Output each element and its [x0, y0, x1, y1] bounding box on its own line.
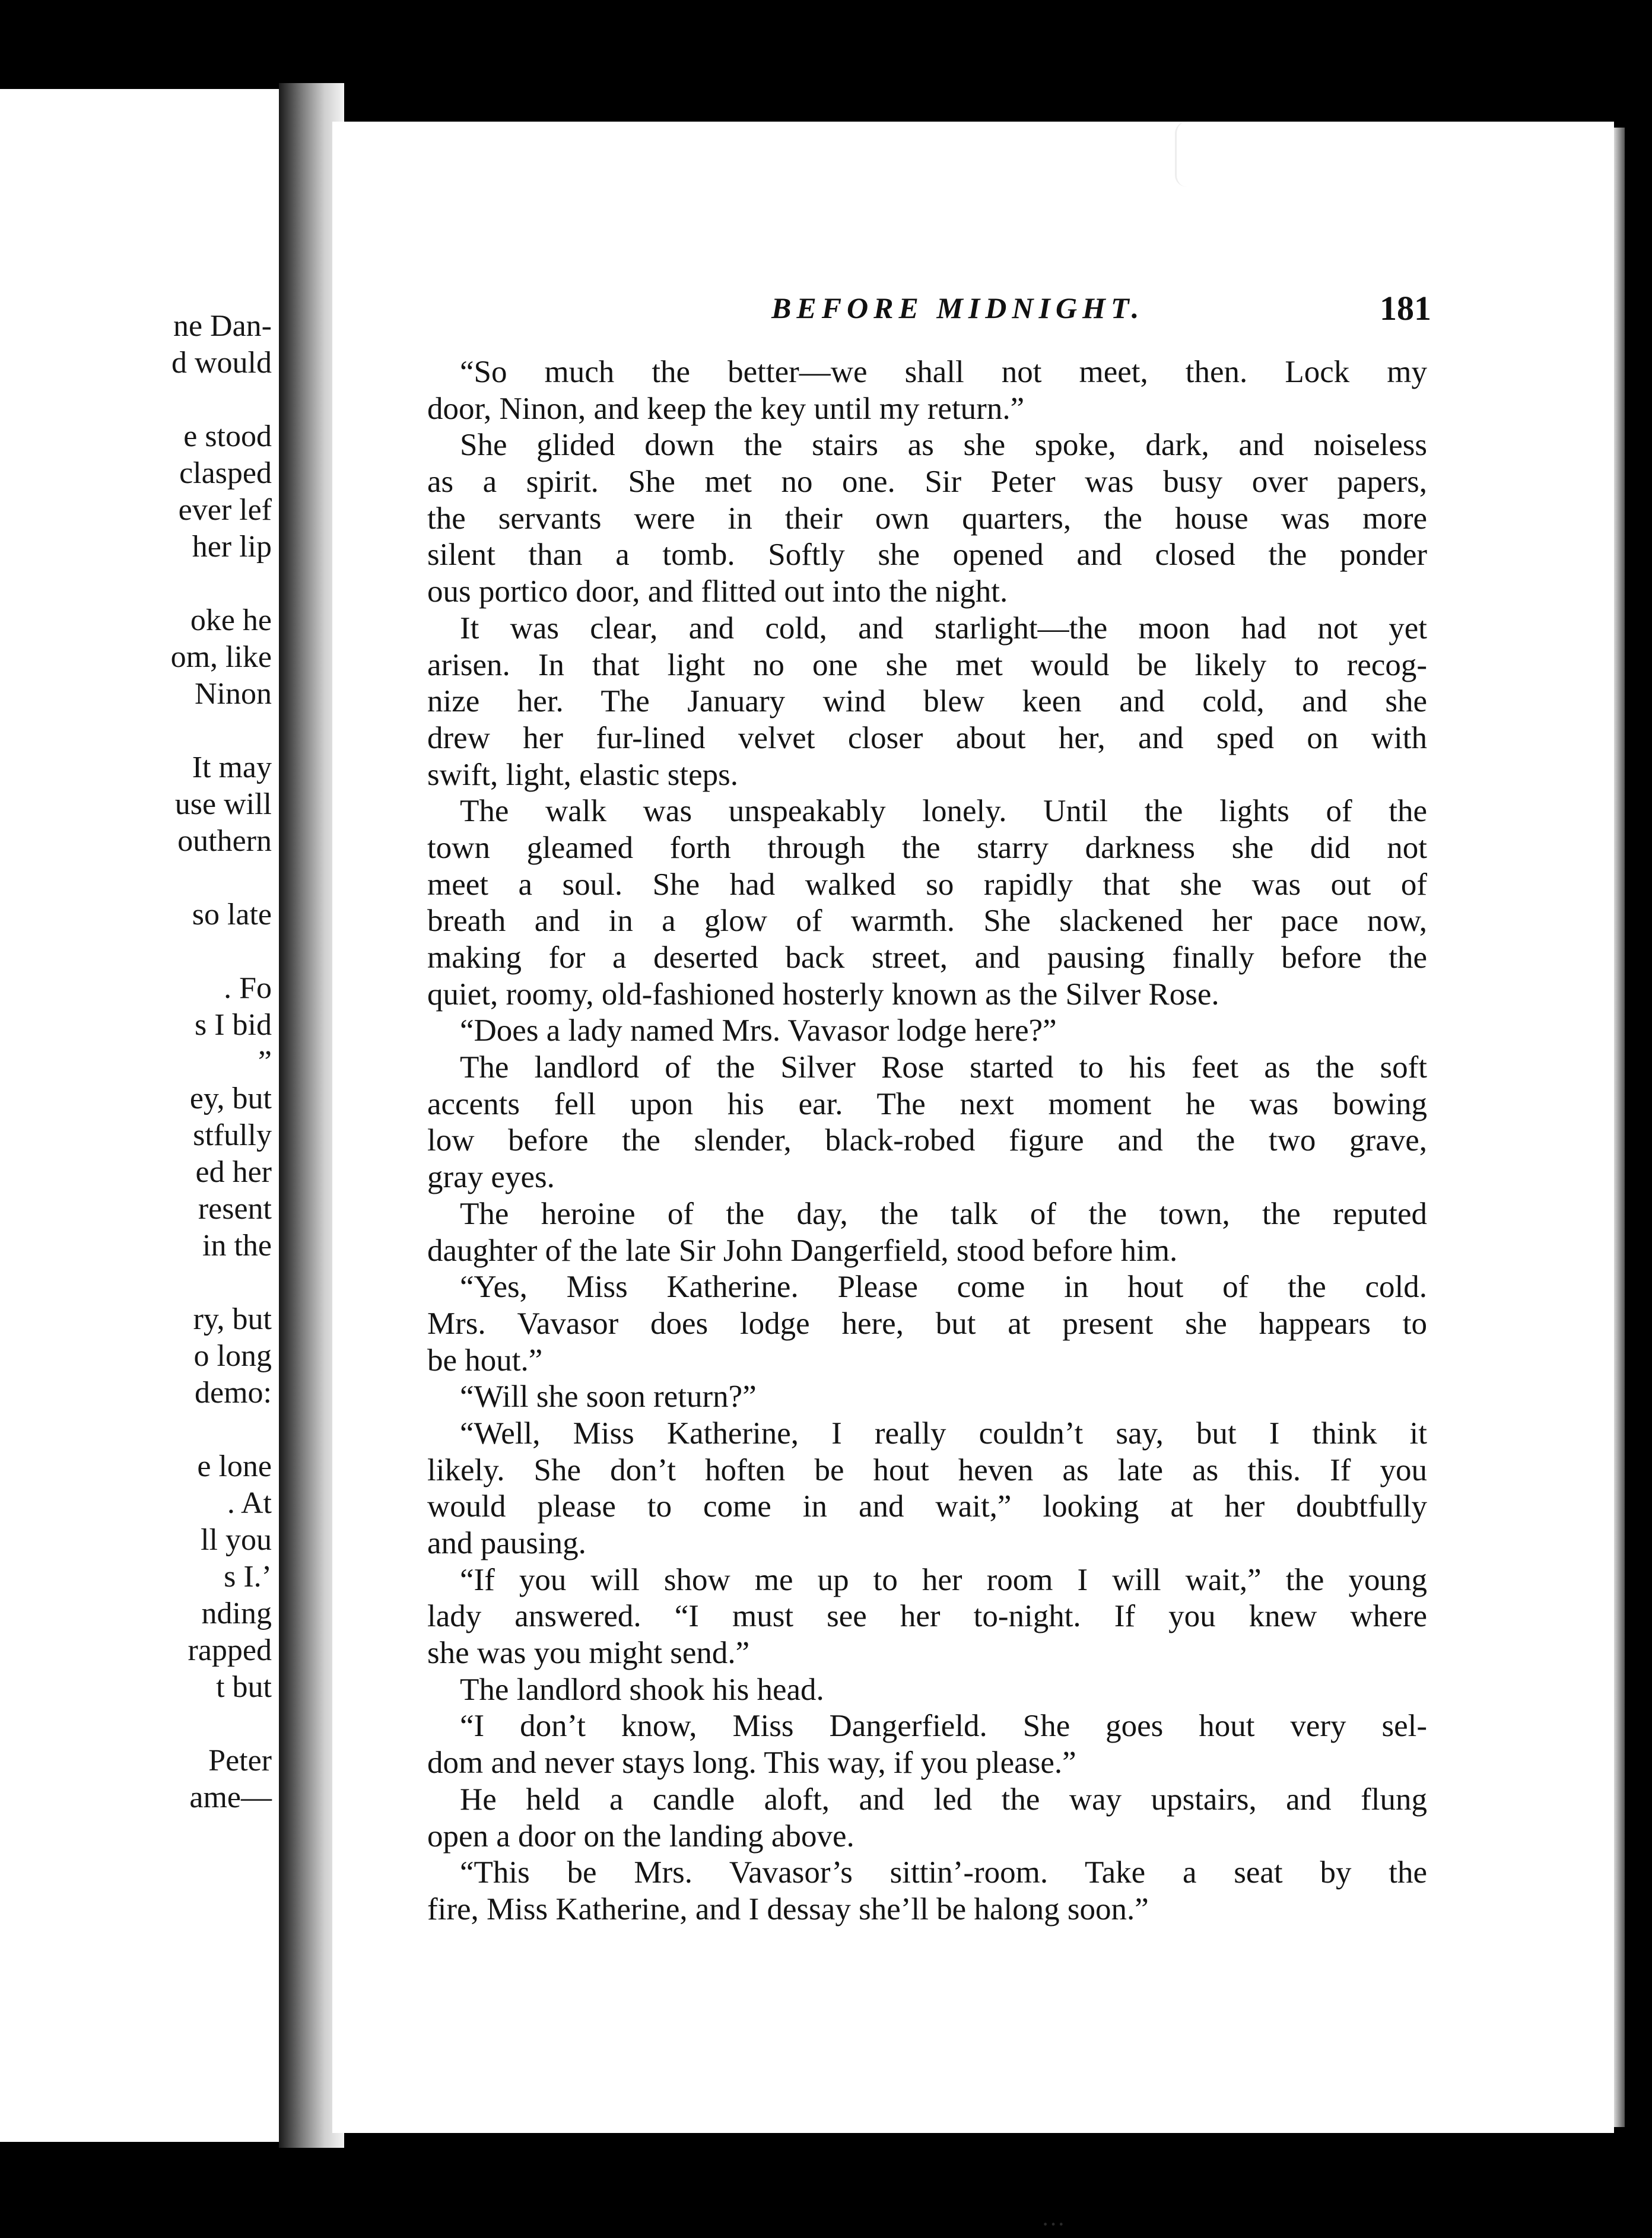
left-page-fragment: outhern: [177, 824, 272, 858]
text-line: Mrs. Vavasor does lodge here, but at present she happears to: [427, 1306, 1427, 1341]
text-line: low before the slender, black-robed figure and the two grave,: [427, 1123, 1427, 1158]
left-page-fragment: Ninon: [195, 677, 272, 711]
text-line: swift, light, elastic steps.: [427, 757, 739, 792]
left-page-fragment: d would: [171, 346, 272, 380]
left-page-fragment: her lip: [192, 530, 272, 564]
left-page-fragment: in the: [202, 1229, 272, 1263]
text-line: “Well, Miss Katherine, I really couldn’t say, but I think it: [460, 1416, 1427, 1451]
text-line: The landlord shook his head.: [460, 1672, 824, 1707]
running-head: [332, 291, 1614, 344]
page-number: 181: [1380, 289, 1431, 328]
left-page-fragment: . Fo: [224, 971, 272, 1005]
running-head-title: BEFORE MIDNIGHT.: [771, 291, 1145, 325]
left-page-fragment: nding: [201, 1597, 272, 1630]
left-page-fragment: s I bid: [195, 1008, 272, 1042]
text-line: dom and never stays long. This way, if you please.”: [427, 1746, 1076, 1781]
text-line: daughter of the late Sir John Dangerfield, stood before him.: [427, 1233, 1178, 1268]
left-page-fragment: ll you: [201, 1523, 272, 1557]
body-text: [427, 354, 1427, 2075]
left-page-fragment: s I.’: [224, 1560, 272, 1594]
text-line: “I don’t know, Miss Dangerfield. She goes hout very sel-: [460, 1709, 1427, 1744]
text-line: breath and in a glow of warmth. She slackened her pace now,: [427, 904, 1427, 939]
text-line: arisen. In that light no one she met would be likely to recog-: [427, 647, 1427, 682]
text-line: drew her fur-lined velvet closer about her, and sped on with: [427, 720, 1427, 755]
text-line: The heroine of the day, the talk of the town, the reputed: [460, 1196, 1427, 1231]
text-line: quiet, roomy, old-fashioned hosterly known as the Silver Rose.: [427, 977, 1219, 1012]
left-page-fragment: e lone: [197, 1449, 272, 1483]
text-line: open a door on the landing above.: [427, 1819, 854, 1854]
left-page-fragment: resent: [198, 1192, 272, 1226]
text-line: she was you might send.”: [427, 1636, 750, 1671]
left-page-fragment: demo:: [195, 1376, 272, 1410]
footer-ink-mark: ···: [1041, 2211, 1065, 2237]
text-line: The landlord of the Silver Rose started to his feet as the soft: [460, 1050, 1427, 1085]
left-page-fragment: Peter: [208, 1744, 272, 1778]
left-page-fragment: It may: [192, 751, 272, 784]
text-line: door, Ninon, and keep the key until my return.”: [427, 391, 1025, 426]
text-line: ous portico door, and flitted out into the night.: [427, 574, 1008, 609]
left-page-fragment: e stood: [183, 419, 272, 453]
text-line: She glided down the stairs as she spoke, dark, and noiseless: [460, 428, 1427, 463]
page-edge: [1614, 128, 1625, 2127]
left-page-fragment: clasped: [179, 456, 272, 490]
left-page-fragment: oke he: [190, 603, 272, 637]
left-page-fragment: ”: [258, 1045, 272, 1079]
text-line: gray eyes.: [427, 1160, 555, 1195]
left-page-fragment: o long: [193, 1339, 272, 1373]
left-page-fragment: rapped: [188, 1633, 272, 1667]
left-page-fragment: stfully: [193, 1118, 272, 1152]
left-page: [0, 89, 279, 2142]
left-page-fragment: ever lef: [178, 493, 272, 527]
text-line: It was clear, and cold, and starlight—the moon had not yet: [460, 611, 1427, 646]
text-line: “Yes, Miss Katherine. Please come in hout of the cold.: [460, 1270, 1427, 1305]
text-line: meet a soul. She had walked so rapidly that she was out of: [427, 867, 1427, 902]
right-page: [332, 122, 1614, 2237]
text-line: “So much the better—we shall not meet, then. Lock my: [460, 355, 1427, 389]
text-line: making for a deserted back street, and pausing finally before the: [427, 940, 1427, 975]
text-line: “This be Mrs. Vavasor’s sittin’-room. Take a seat by the: [460, 1855, 1427, 1890]
left-page-fragment: use will: [174, 787, 272, 821]
text-line: “Does a lady named Mrs. Vavasor lodge here?”: [460, 1013, 1057, 1048]
left-page-fragment: . At: [227, 1486, 272, 1520]
left-page-fragment: ame—: [189, 1781, 272, 1814]
text-line: fire, Miss Katherine, and I dessay she’ll be halong soon.”: [427, 1892, 1149, 1927]
left-page-fragment: ne Dan-: [173, 309, 272, 343]
text-line: would please to come in and wait,” looking at her doubtfully: [427, 1489, 1427, 1524]
text-line: the servants were in their own quarters, the house was more: [427, 501, 1427, 536]
left-page-fragment: om, like: [170, 640, 272, 674]
text-line: silent than a tomb. Softly she opened and closed the ponder: [427, 538, 1427, 573]
text-line: He held a candle aloft, and led the way upstairs, and flung: [460, 1782, 1427, 1817]
text-line: be hout.”: [427, 1343, 543, 1378]
text-line: accents fell upon his ear. The next moment he was bowing: [427, 1086, 1427, 1121]
left-page-fragment: so late: [192, 898, 272, 932]
text-line: as a spirit. She met no one. Sir Peter was busy over papers,: [427, 465, 1427, 500]
text-line: nize her. The January wind blew keen and cold, and she: [427, 684, 1427, 719]
scan-artifact: [1175, 122, 1200, 187]
text-line: “If you will show me up to her room I will wait,” the young: [460, 1562, 1427, 1597]
text-line: town gleamed forth through the starry darkness she did not: [427, 830, 1427, 865]
left-page-fragment: ed her: [195, 1155, 272, 1189]
left-page-fragment: ry, but: [193, 1302, 272, 1336]
text-line: “Will she soon return?”: [460, 1379, 757, 1414]
left-page-fragment: t but: [216, 1670, 272, 1704]
text-line: and pausing.: [427, 1526, 586, 1560]
left-page-fragment: ey, but: [189, 1082, 272, 1115]
text-line: The walk was unspeakably lonely. Until the lights of the: [460, 794, 1427, 829]
text-line: lady answered. “I must see her to-night. If you knew where: [427, 1599, 1427, 1634]
text-line: likely. She don’t hoften be hout heven as late as this. If you: [427, 1452, 1427, 1487]
